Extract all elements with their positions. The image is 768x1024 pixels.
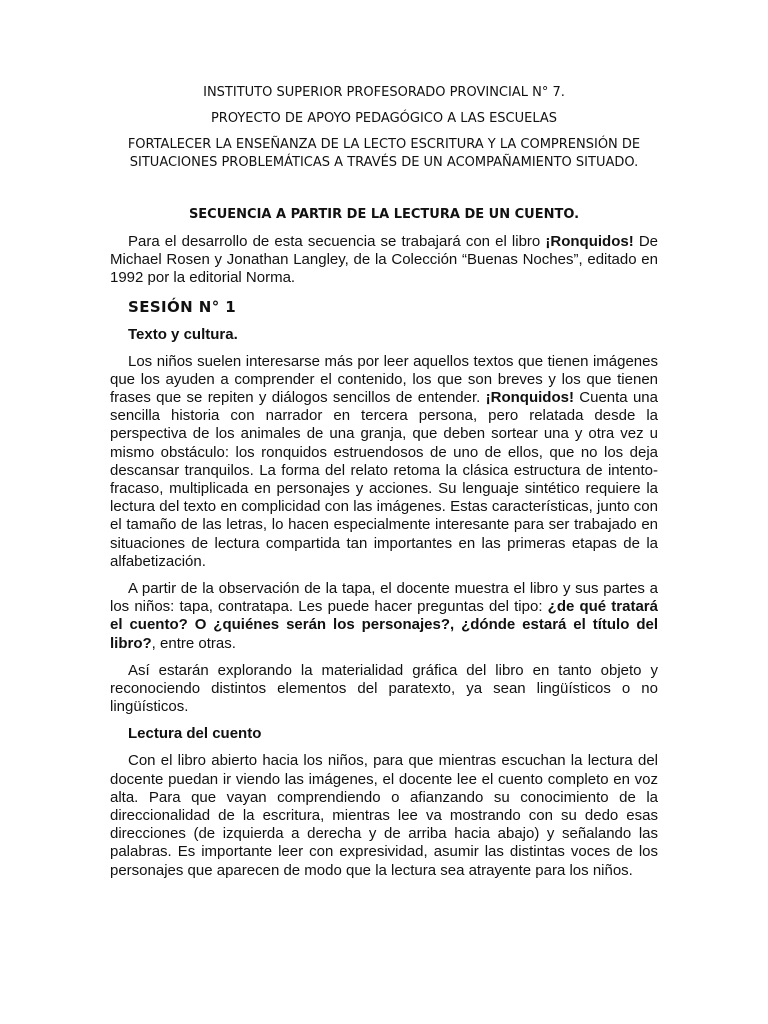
para1-text-2: Cuenta una sencilla historia con narrador en tercera persona, pero relatada desde la perspectiva de los animales de una granja, que deben sortear una y otra vez u mismo obstáculo: los ronquidos estruendosos de uno de ellos, que no los deja descansar tranquilos. La forma del relato retoma la clásica estructura de intento-fracaso, multiplicada en personajes y acciones. Su lenguaje sintético requiere la lectura del texto en complicidad con las imágenes. Estas características, junto con el tamaño de las letras, lo hacen especialmente interesante para ser trabajado en situaciones de lectura compartida tan importantes en las primeras etapas de la alfabetización. [110, 389, 658, 570]
para2-text-1: A partir de la observación de la tapa, el docente muestra el libro y sus partes a los niños: tapa, contratapa. Les puede hacer preguntas del tipo: [110, 580, 658, 616]
institute-name: INSTITUTO SUPERIOR PROFESORADO PROVINCIAL N° 7. [203, 85, 565, 100]
paragraph-tapa [110, 580, 658, 653]
para2-text-2: , entre otras. [151, 634, 236, 652]
session-heading: SESIÓN N° 1 [128, 297, 237, 316]
paragraph-texto-cultura [110, 353, 658, 571]
intro-text-1: Para el desarrollo de esta secuencia se trabajará con el libro [128, 233, 546, 250]
book-title-bold: ¡Ronquidos! [485, 389, 574, 407]
sequence-title: SECUENCIA A PARTIR DE LA LECTURA DE UN CUENTO. [188, 207, 580, 222]
intro-text-2: De Michael Rosen y Jonathan Langley, de la Colección “Buenas Noches”, editado en 1992 por la editorial Norma. [110, 233, 658, 287]
subheading-texto-y-cultura: Texto y cultura. [128, 325, 238, 343]
paragraph-lectura: Con el libro abierto hacia los niños, para que mientras escuchan la lectura del docente puedan ir viendo las imágenes, el docente lee el cuento completo en voz alta. Para que vayan comprendiendo o afianzando su conocimiento de la direccionalidad de la escritura, mientras lee va mostrando con su dedo esas direcciones (de izquierda a derecha y de arriba hacia abajo) y señalando las palabras. Es importante leer con expresividad, asumir las distintas voces de los personajes que aparecen de modo que la lectura sea atrayente para los niños. [110, 752, 658, 879]
subheading-lectura-del-cuento: Lectura del cuento [128, 725, 262, 743]
questions-bold: ¿de qué tratará el cuento? O ¿quiénes serán los personajes?, ¿dónde estará el título del libro? [110, 598, 658, 652]
project-goal: FORTALECER LA ENSEÑANZA DE LA LECTO ESCRITURA Y LA COMPRENSIÓN DE SITUACIONES PROBLEMÁTICAS A TRAVÉS DE UN ACOMPAÑAMIENTO SITUADO. [127, 137, 641, 170]
document-page [110, 84, 658, 889]
project-name: PROYECTO DE APOYO PEDAGÓGICO A LAS ESCUELAS [210, 111, 558, 126]
intro-paragraph [110, 233, 658, 288]
book-title-bold: ¡Ronquidos! [545, 233, 634, 250]
para1-text-1: Los niños suelen interesarse más por leer aquellos textos que tienen imágenes que los ayuden a comprender el contenido, los que son breves y los que tienen frases que se repiten y diálogos sencillos de entender. [110, 352, 658, 407]
paragraph-paratexto: Así estarán explorando la materialidad gráfica del libro en tanto objeto y reconociendo distintos elementos del paratexto, ya sean lingüísticos o no lingüísticos. [110, 661, 658, 716]
